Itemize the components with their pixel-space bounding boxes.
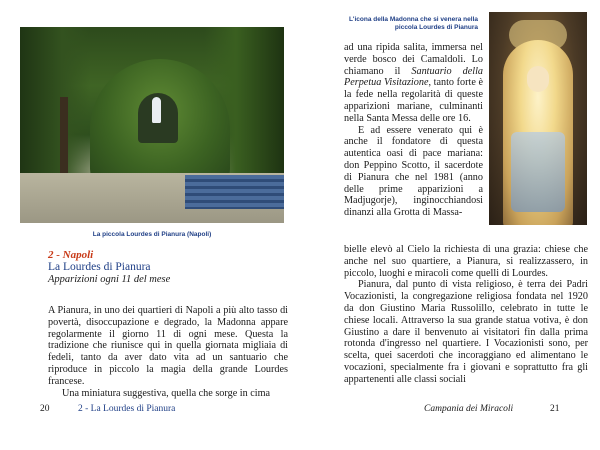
paragraph: bielle elevò al Cielo la richiesta di una grazia: chiese che anche nel suo quartiere, a Pianura, si realizzassero, in piccolo, luoghi e miracoli come quelli di Lourdes. [344,244,588,279]
photo-statue [152,97,161,123]
paragraph: A Pianura, in uno dei quartieri di Napoli a più alto tasso di povertà, disoccupazione e degrado, la Madonna appare regolarmente il giorno 11 di ogni mese. Questa la tradizione che riunisce qui in quella giornata migliaia di fedeli, tanto da aver dato vita ad un santuario che riproduce in piccolo la magia della grande Lourdes francese. [48,305,288,387]
right-body-top-text [344,42,483,219]
paragraph: E ad essere venerato qui è anche il fondatore di questa autentica oasi di pace mariana: don Peppino Scotto, il sacerdote di Pianura che nel 1981 (anno delle prime apparizioni a Madjugorje), inginocchiandosi dinanzi alla Grotta di Massa- [344,124,483,219]
right-page [300,0,600,450]
page-number-right: 21 [550,404,560,414]
page-number-left: 20 [40,404,50,414]
photo-statue-face [527,66,549,92]
madonna-icon-photo [489,12,587,225]
sanctuary-name: Santuario della Perpetua Visitazione [344,65,484,89]
left-body-text [48,305,288,399]
chapter-subtitle: Apparizioni ogni 11 del mese [48,274,171,285]
photo-caption-left: La piccola Lourdes di Pianura (Napoli) [92,231,212,238]
paragraph: Una miniatura suggestiva, quella che sorge in cima [62,387,271,399]
photo-statue-sash [511,132,565,212]
chapter-title: La Lourdes di Pianura [48,261,151,273]
running-head-left: 2 - La Lourdes di Pianura [78,404,176,414]
text-span: ad una ripida salita, immersa nel verde bosco dei Camaldoli. Lo chiamano il [344,42,483,77]
text-span: , tanto forte è la fede nella regolarità di queste apparizioni mariane, culminanti nella Santa Messa delle ore 16. [344,77,483,124]
chapter-number: 2 - Napoli [48,249,94,261]
photo-caption-right: L'icona della Madonna che si venera nella piccola Lourdes di Pianura [348,16,478,31]
photo-bench [185,175,284,209]
paragraph [344,42,483,125]
right-body-main-text [344,244,588,386]
running-head-right: Campania dei Miracoli [424,404,514,414]
paragraph: Pianura, dal punto di vista religioso, è terra dei Padri Vocazionisti, la congregazione religiosa fondata nel 1920 da don Giustino Maria Russolillo, celebrato in tutte le chiese locali. Attraverso la sua grande statua votiva, è don Giustino a dare il benvenuto ai visitatori fin dalla prima rotonda d'ingresso nel quartiere. I Vocazionisti sono, per scelta, quei sacerdoti che incoraggiano ed alimentano le vocazioni, specialmente fra i giovani e soprattutto fra gli appartenenti alle classi sociali [344,279,588,385]
grotto-photo [20,27,284,223]
